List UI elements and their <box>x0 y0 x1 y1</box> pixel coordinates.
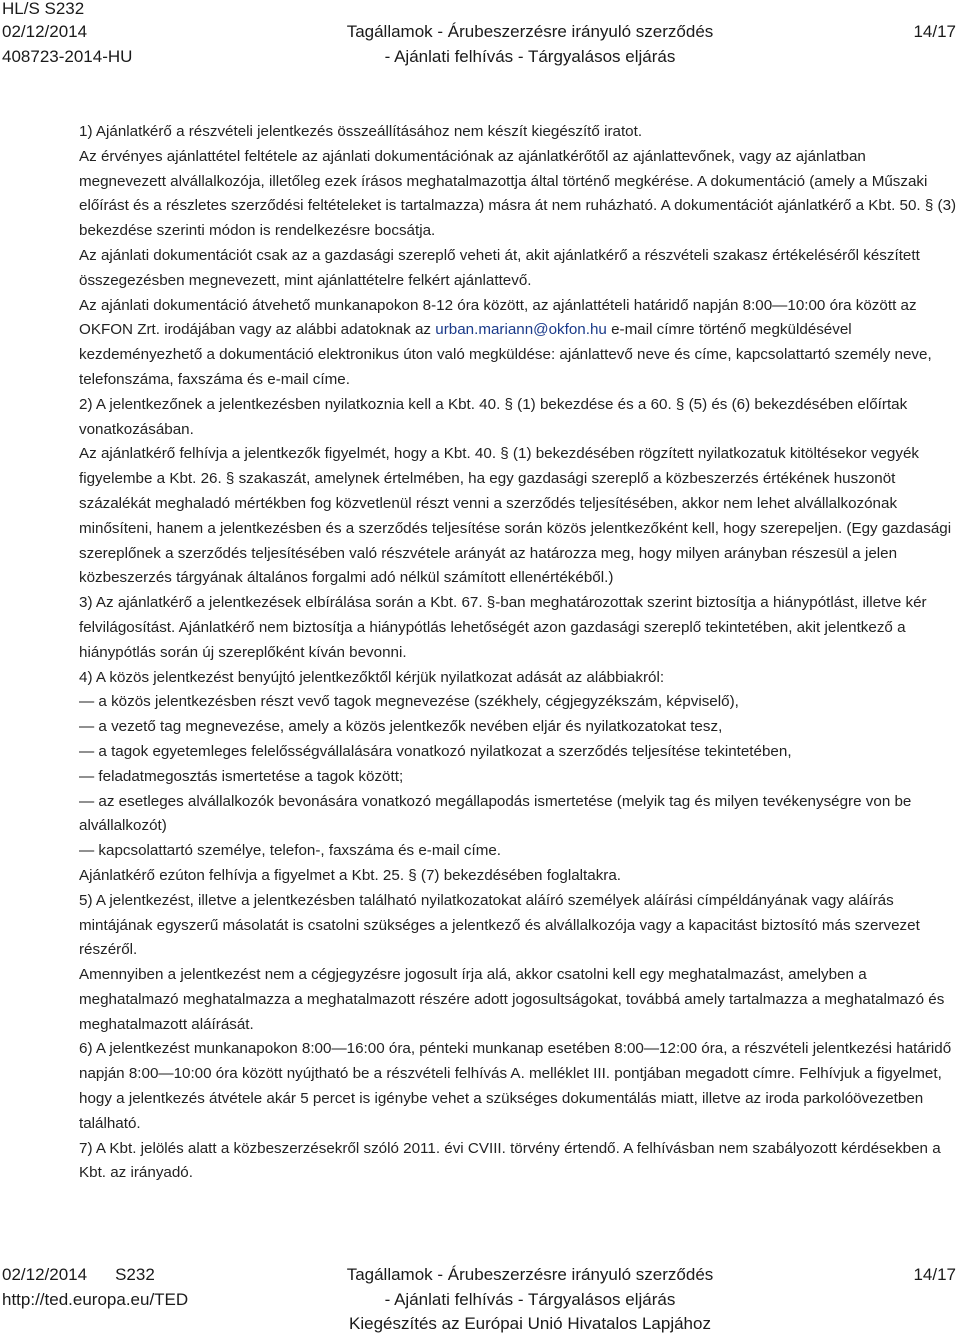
paragraph: 3) Az ajánlatkérő a jelentkezések elbírálása során a Kbt. 67. §-ban meghatározottak szerint biztosítja a hiánypótlást, illetve kér felvilágosítást. Ajánlatkérő nem biztosítja a hiánypótlás lehetőségét azon gazdasági szereplő tekintetében, akit jelentkező a hiánypótlás során új szereplőként kíván bevonni. <box>79 594 927 661</box>
paragraph-text: Az ajánlati dokumentáció átvehető munkanapokon 8-12 óra között, az ajánlattételi határidő napján 8:00—10:00 óra között az OKFON Zrt. irodájában vagy az alábbi adatoknak az <box>79 296 917 339</box>
paragraph-text: e-mail címre történő megküldésével kezdeményezhető a dokumentáció elektronikus úton való megküldése: ajánlattevő neve és címe, kapcsolattartó személy neve, telefonszáma, faxszáma és e-mail címe. <box>79 321 932 388</box>
list-item: — a közös jelentkezésben részt vevő tagok megnevezése (székhely, cégjegyzékszám, képviselő), <box>79 693 739 711</box>
list-item: — a tagok egyetemleges felelősségvállalására vonatkozó nyilatkozat a szerződés teljesítése tekintetében, <box>79 742 792 760</box>
footer-url[interactable]: http://ted.europa.eu/TED <box>2 1290 189 1309</box>
list-item: — az esetleges alvállalkozók bevonására vonatkozó megállapodás ismertetése (melyik tag és milyen tevékenységre von be alvállalkozót) <box>79 792 912 835</box>
list-item: — feladatmegosztás ismertetése a tagok között; <box>79 767 404 785</box>
paragraph <box>79 294 957 393</box>
footer-series: S232 <box>115 1265 155 1284</box>
paragraph: Ajánlatkérő ezúton felhívja a figyelmet a Kbt. 25. § (7) bekezdésében foglaltakra. <box>79 866 622 884</box>
header-title-line1: Tagállamok - Árubeszerzésre irányuló szerződés <box>346 22 714 41</box>
header-doc-number: 408723-2014-HU <box>2 47 133 66</box>
paragraph: 4) A közös jelentkezést benyújtó jelentkezőktől kérjük nyilatkozat adását az alábbiakról: <box>79 668 665 686</box>
list-item: — kapcsolattartó személye, telefon-, faxszáma és e-mail címe. <box>79 842 502 860</box>
document-body <box>79 120 957 1186</box>
paragraph: Az érvényes ajánlattétel feltétele az ajánlati dokumentációnak az ajánlatkérőtől az ajánlattevőnek, vagy az ajánlatban megnevezett alvállalkozója, illetőleg ezek írásos meghatalmazottja által történő megkérése. A dokumentáció (amely a Műszaki előírást és a részletes szerződési feltételeket is tartalmazza) másra át nem ruházható. A dokumentációt ajánlatkérő a Kbt. 50. § (3) bekezdése szerinti módon is rendelkezésre bocsátja. <box>79 147 957 240</box>
header-doc-series: HL/S S232 <box>2 0 85 18</box>
paragraph: 1) Ajánlatkérő a részvételi jelentkezés összeállításához nem készít kiegészítő iratot. <box>79 123 643 140</box>
paragraph: 5) A jelentkezést, illetve a jelentkezésben található nyilatkozatokat aláíró személyek aláírási címpéldányának vagy aláírás mintájának egyszerű másolatát is csatolni szükséges a jelentkező és alvállalkozója vagy a kapacitást biztosító más szervezet részéről. <box>79 891 920 959</box>
paragraph: Az ajánlatkérő felhívja a jelentkezők figyelmét, hogy a Kbt. 40. § (1) bekezdésében rögzített nyilatkozatuk kitöltésekor vegyék figyelembe a Kbt. 26. § szakaszát, amelynek értelmében, ha egy gazdasági szereplő a közbeszerzés értékének huszonöt százalékát meghaladó mértékben fog közvetlenül részt venni a szerződés teljesítésében, akkor nem lehet alvállalkozónak minősíteni, hanem a jelentkezésben és a szerződés teljesítése során közös jelentkezőként kell, hogy szerepeljen. (Egy gazdasági szereplőnek a szerződés teljesítésében való részvétele arányát az határozza meg, hogy milyen arányban részesül a jelen közbeszerzés tárgyának általános forgalmi adó nélkül számított ellenértékéből.) <box>79 445 952 587</box>
paragraph: 2) A jelentkezőnek a jelentkezésben nyilatkoznia kell a Kbt. 40. § (1) bekezdése és a 60. § (5) és (6) bekezdésében előírtak vonatkozásában. <box>79 395 908 438</box>
paragraph: Az ajánlati dokumentációt csak az a gazdasági szereplő veheti át, akit ajánlatkérő a részvételi szakasz értékeléséről készített összegezésben megnevezett, mint ajánlattételre felkért ajánlattevő. <box>79 246 920 289</box>
email-link[interactable]: urban.mariann@okfon.hu <box>435 321 607 339</box>
footer-date-text: 02/12/2014 <box>2 1265 88 1284</box>
paragraph: 7) A Kbt. jelölés alatt a közbeszerzésekről szóló 2011. évi CVIII. törvény értendő. A felhívásban nem szabályozott kérdésekben a Kbt. az irányadó. <box>79 1139 941 1182</box>
list-item: — a vezető tag megnevezése, amely a közös jelentkezők nevében eljár és nyilatkozatokat tesz, <box>79 718 723 736</box>
footer-title-line1: Tagállamok - Árubeszerzésre irányuló szerződés <box>346 1265 714 1284</box>
paragraph: Amennyiben a jelentkezést nem a cégjegyzésre jogosult írja alá, akkor csatolni kell egy meghatalmazást, amelyben a meghatalmazó meghatalmazza a meghatalmazott részére adott jogosultságokat, továbbá amely tartalmazza a meghatalmazó és meghatalmazott aláírását. <box>79 966 945 1033</box>
paragraph: 6) A jelentkezést munkanapokon 8:00—16:00 óra, pénteki munkanap esetében 8:00—12:00 óra, a részvételi jelentkezési határidő napján 8:00—10:00 óra között nyújtható be a részvételi felhívás A. melléklet III. pontjában megadott címre. Felhívjuk a figyelmet, hogy a jelentkezés átvétele akár 5 percet is igénybe vehet a szükséges dokumentálás miatt, illetve az iroda parkolóövezetben található. <box>79 1040 952 1132</box>
header-date: 02/12/2014 <box>2 22 88 41</box>
header-title-line2: - Ajánlati felhívás - Tárgyalásos eljárás <box>384 47 676 66</box>
header-page-number: 14/17 <box>913 22 956 41</box>
footer-title-line2: - Ajánlati felhívás - Tárgyalásos eljárás <box>384 1290 676 1309</box>
footer-page-number: 14/17 <box>913 1265 956 1284</box>
footer-date <box>2 1263 155 1287</box>
footer-title-line3: Kiegészítés az Európai Unió Hivatalos Lapjához <box>349 1314 711 1333</box>
